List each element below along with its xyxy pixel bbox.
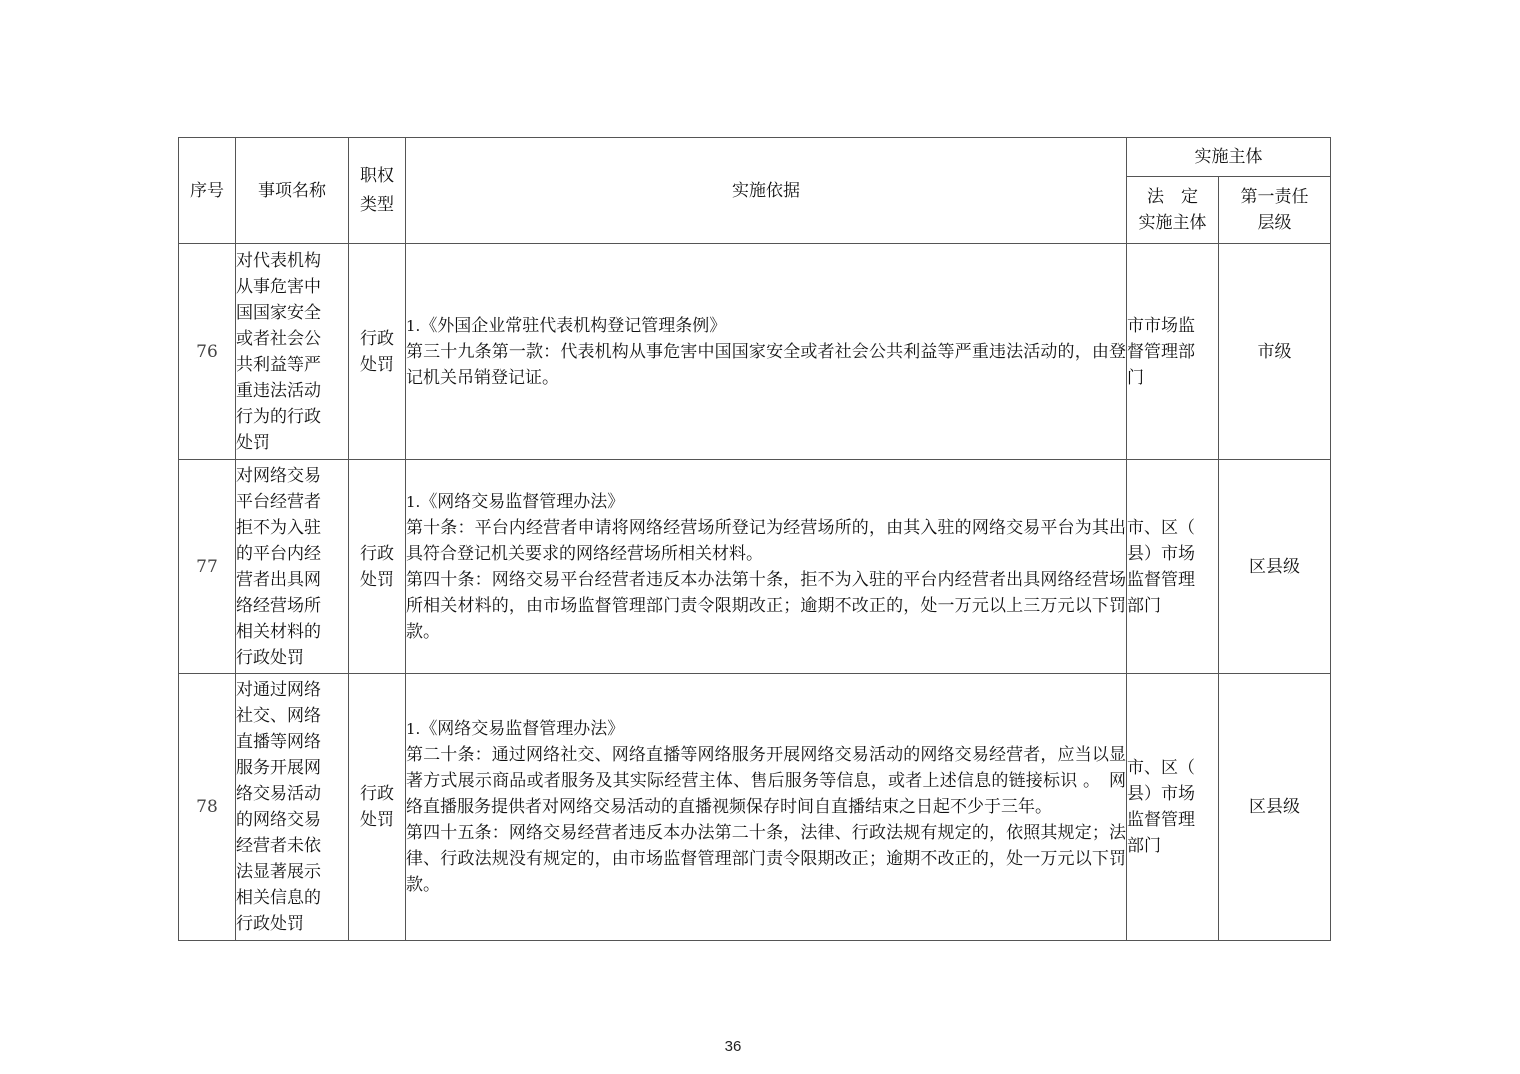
name-line: 络交易活动 [236,784,321,804]
name-line: 经营者未依 [236,836,321,856]
row-legal-basis [406,460,1127,674]
header-row-top [179,138,1331,177]
row-legal-basis [406,244,1127,460]
name-line: 从事危害中 [236,276,321,297]
subject-line: 县）市场 [1127,543,1195,564]
row-item-name [236,674,349,941]
header-legal-line: 实施主体 [1138,213,1207,233]
header-level-line: 层级 [1257,213,1292,233]
header-legal-subject [1127,177,1219,244]
subject-line: 县）市场 [1127,784,1195,804]
row-legal-subject [1127,674,1219,941]
name-line: 服务开展网 [236,758,321,778]
name-line: 法显著展示 [236,862,321,882]
table-row [179,460,1331,674]
name-line: 处罚 [236,432,270,453]
basis-regulation-name: 《网络交易监督管理办法》 [420,719,625,739]
name-line: 拒不为入驻 [236,517,321,538]
header-level-line: 第一责任 [1240,187,1309,207]
header-type-line: 类型 [360,194,394,215]
type-line: 行政 [360,784,394,804]
subject-line: 督管理部 [1127,341,1195,362]
name-line: 国国家安全 [236,302,321,323]
page-number: 36 [724,1038,742,1055]
basis-number: 1. [406,492,421,511]
header-name: 事项名称 [236,138,349,244]
name-line: 对网络交易 [236,465,321,486]
subject-line: 市、区（ [1127,517,1195,538]
row-item-name [236,244,349,460]
powers-list-table [178,137,1331,941]
type-line: 处罚 [360,354,394,375]
basis-number: 1. [406,316,421,335]
name-line: 络经营场所 [236,595,321,616]
basis-clause: 第二十条：通过网络社交、网络直播等网络服务开展网络交易活动的网络交易经营者，应当以显著方式展示商品或者服务及其实际经营主体、售后服务等信息，或者上述信息的链接标识 。 网络直播服务提供者对网络交易活动的直播视频保存时间自直播结束之日起不少于三年。 [406,745,1126,817]
name-line: 行政处罚 [236,647,304,668]
type-line: 处罚 [360,569,394,590]
name-line: 或者社会公 [236,328,321,349]
subject-line: 部门 [1127,595,1161,616]
type-line: 行政 [360,543,394,564]
basis-title [406,716,1126,742]
row-responsibility-level: 区县级 [1219,674,1331,941]
name-line: 的平台内经 [236,543,321,564]
name-line: 行为的行政 [236,406,321,427]
basis-clause: 第四十五条：网络交易经营者违反本办法第二十条，法律、行政法规有规定的，依照其规定；法律、行政法规没有规定的，由市场监督管理部门责令限期改正；逾期不改正的，处一万元以下罚款。 [406,823,1126,895]
row-responsibility-level: 市级 [1219,244,1331,460]
table-row [179,244,1331,460]
header-type [349,138,406,244]
subject-line: 市、区（ [1127,758,1195,778]
row-power-type [349,674,406,941]
subject-line: 部门 [1127,836,1161,856]
type-line: 行政 [360,328,394,349]
subject-line: 门 [1127,367,1144,388]
row-seq: 78 [179,674,236,941]
basis-regulation-name: 《网络交易监督管理办法》 [420,491,625,512]
name-line: 直播等网络 [236,732,321,752]
header-legal-line: 法 定 [1147,187,1198,207]
name-line: 对通过网络 [236,680,321,700]
row-legal-subject [1127,244,1219,460]
name-line: 社交、网络 [236,706,321,726]
row-responsibility-level: 区县级 [1219,460,1331,674]
header-type-line: 职权 [360,165,394,186]
name-line: 相关信息的 [236,888,321,908]
name-line: 营者出具网 [236,569,321,590]
basis-clause: 第三十九条第一款：代表机构从事危害中国国家安全或者社会公共利益等严重违法活动的，由登记机关吊销登记证。 [406,341,1126,388]
row-legal-basis [406,674,1127,941]
header-responsibility-level [1219,177,1331,244]
row-seq: 77 [179,460,236,674]
table-row [179,674,1331,941]
header-implementer-group: 实施主体 [1127,138,1331,177]
name-line: 相关材料的 [236,621,321,642]
basis-title [406,489,1126,515]
row-seq: 76 [179,244,236,460]
type-line: 处罚 [360,810,394,830]
row-power-type [349,460,406,674]
row-item-name [236,460,349,674]
basis-regulation-name: 《外国企业常驻代表机构登记管理条例》 [420,315,727,336]
header-seq: 序号 [179,138,236,244]
name-line: 共利益等严 [236,354,321,375]
basis-clause: 第四十条：网络交易平台经营者违反本办法第十条，拒不为入驻的平台内经营者出具网络经营场所相关材料的，由市场监督管理部门责令限期改正；逾期不改正的，处一万元以上三万元以下罚款。 [406,569,1126,642]
basis-number: 1. [406,720,421,738]
name-line: 的网络交易 [236,810,321,830]
name-line: 行政处罚 [236,914,304,934]
basis-title [406,313,1126,339]
basis-clause: 第十条：平台内经营者申请将网络经营场所登记为经营场所的，由其入驻的网络交易平台为其出具符合登记机关要求的网络经营场所相关材料。 [406,517,1126,564]
subject-line: 监督管理 [1127,569,1195,590]
name-line: 平台经营者 [236,491,321,512]
row-legal-subject [1127,460,1219,674]
name-line: 对代表机构 [236,250,321,271]
row-power-type [349,244,406,460]
header-basis: 实施依据 [406,138,1127,244]
subject-line: 监督管理 [1127,810,1195,830]
name-line: 重违法活动 [236,380,321,401]
subject-line: 市市场监 [1127,315,1195,336]
